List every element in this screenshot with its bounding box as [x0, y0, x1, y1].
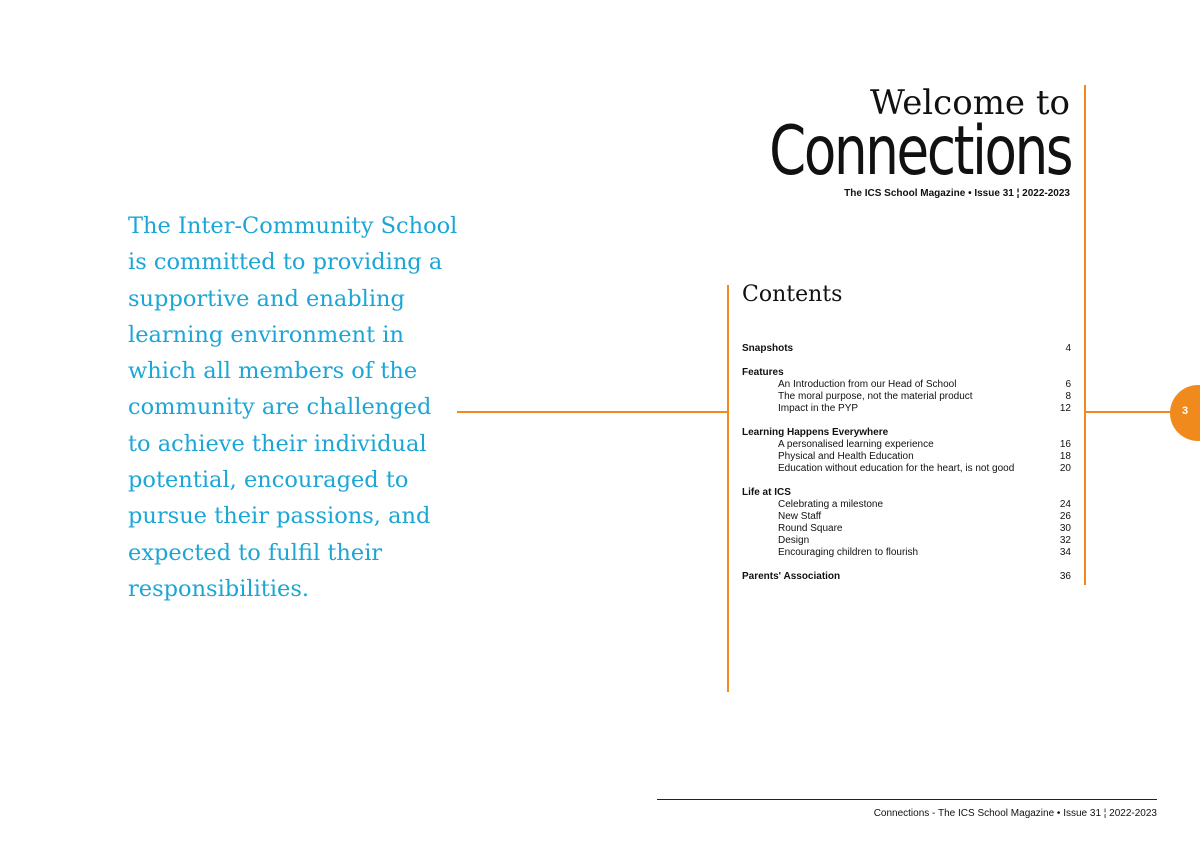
page-number: 3	[1181, 405, 1189, 417]
toc-section-title: Parents' Association	[742, 571, 841, 582]
magazine-subtitle: The ICS School Magazine • Issue 31 ¦ 2022-2023	[844, 188, 1070, 199]
toc-row[interactable]	[742, 535, 1071, 547]
toc-row[interactable]	[742, 439, 1071, 451]
toc-section-title: Life at ICS	[742, 487, 791, 498]
toc-page-number: 8	[1065, 391, 1071, 402]
page-tab-connector-line	[1085, 411, 1175, 413]
toc-section-learning	[742, 427, 1071, 475]
toc-page-number: 12	[1059, 403, 1071, 414]
toc-page-number: 32	[1059, 535, 1071, 546]
toc-page-number: 6	[1065, 379, 1071, 390]
toc-item-label: A personalised learning experience	[778, 439, 934, 450]
header-divider-line	[1084, 85, 1086, 585]
toc-item-label: Design	[778, 535, 810, 546]
toc-row[interactable]	[742, 547, 1071, 559]
toc-item-label: Impact in the PYP	[778, 403, 859, 414]
toc-section-title: Snapshots	[742, 343, 794, 354]
toc-page-number: 20	[1059, 463, 1071, 474]
toc-row[interactable]	[742, 379, 1071, 391]
contents-heading: Contents	[742, 282, 843, 307]
toc-item-label: The moral purpose, not the material product	[778, 391, 973, 402]
toc-item-label: An Introduction from our Head of School	[778, 379, 957, 390]
toc-section-life	[742, 487, 1071, 559]
magazine-title: Connections	[768, 112, 1071, 191]
toc-row[interactable]	[742, 343, 1071, 355]
table-of-contents	[742, 343, 1071, 595]
toc-row[interactable]	[742, 403, 1071, 415]
footer-text: Connections - The ICS School Magazine • Issue 31 ¦ 2022-2023	[873, 808, 1157, 819]
toc-row[interactable]	[742, 451, 1071, 463]
toc-item-label: Celebrating a milestone	[778, 499, 884, 510]
toc-page-number: 16	[1059, 439, 1071, 450]
toc-item-label: Round Square	[778, 523, 843, 534]
toc-page-number: 30	[1059, 523, 1071, 534]
toc-section-parents	[742, 571, 1071, 583]
toc-item-label: Physical and Health Education	[778, 451, 914, 462]
toc-row[interactable]	[742, 511, 1071, 523]
mission-statement: The Inter-Community School is committed to providing a supportive and enabling learning environment in which all members of the community are challenged to achieve their individual potential, encouraged to pursue their passions, and expected to fulfil their responsibilities.	[128, 213, 458, 602]
toc-section-snapshots	[742, 343, 1071, 355]
toc-item-label: Encouraging children to flourish	[778, 547, 919, 558]
toc-page-number: 4	[1065, 343, 1071, 354]
toc-page-number: 36	[1059, 571, 1071, 582]
mission-connector-line	[457, 411, 727, 413]
footer-rule	[657, 799, 1157, 800]
toc-page-number: 26	[1059, 511, 1071, 522]
toc-row[interactable]	[742, 499, 1071, 511]
toc-section-features	[742, 367, 1071, 415]
toc-row[interactable]	[742, 523, 1071, 535]
welcome-heading: Welcome to	[870, 83, 1070, 123]
toc-page-number: 34	[1059, 547, 1071, 558]
toc-page-number: 24	[1059, 499, 1071, 510]
toc-page-number: 18	[1059, 451, 1071, 462]
toc-item-label: New Staff	[778, 511, 822, 522]
toc-row[interactable]	[742, 571, 1071, 583]
toc-section-title: Learning Happens Everywhere	[742, 427, 889, 438]
toc-section-title: Features	[742, 367, 784, 378]
toc-row[interactable]	[742, 463, 1071, 475]
contents-divider-line	[727, 285, 729, 692]
toc-row[interactable]	[742, 391, 1071, 403]
toc-item-label: Education without education for the heart, is not good	[778, 463, 1015, 474]
